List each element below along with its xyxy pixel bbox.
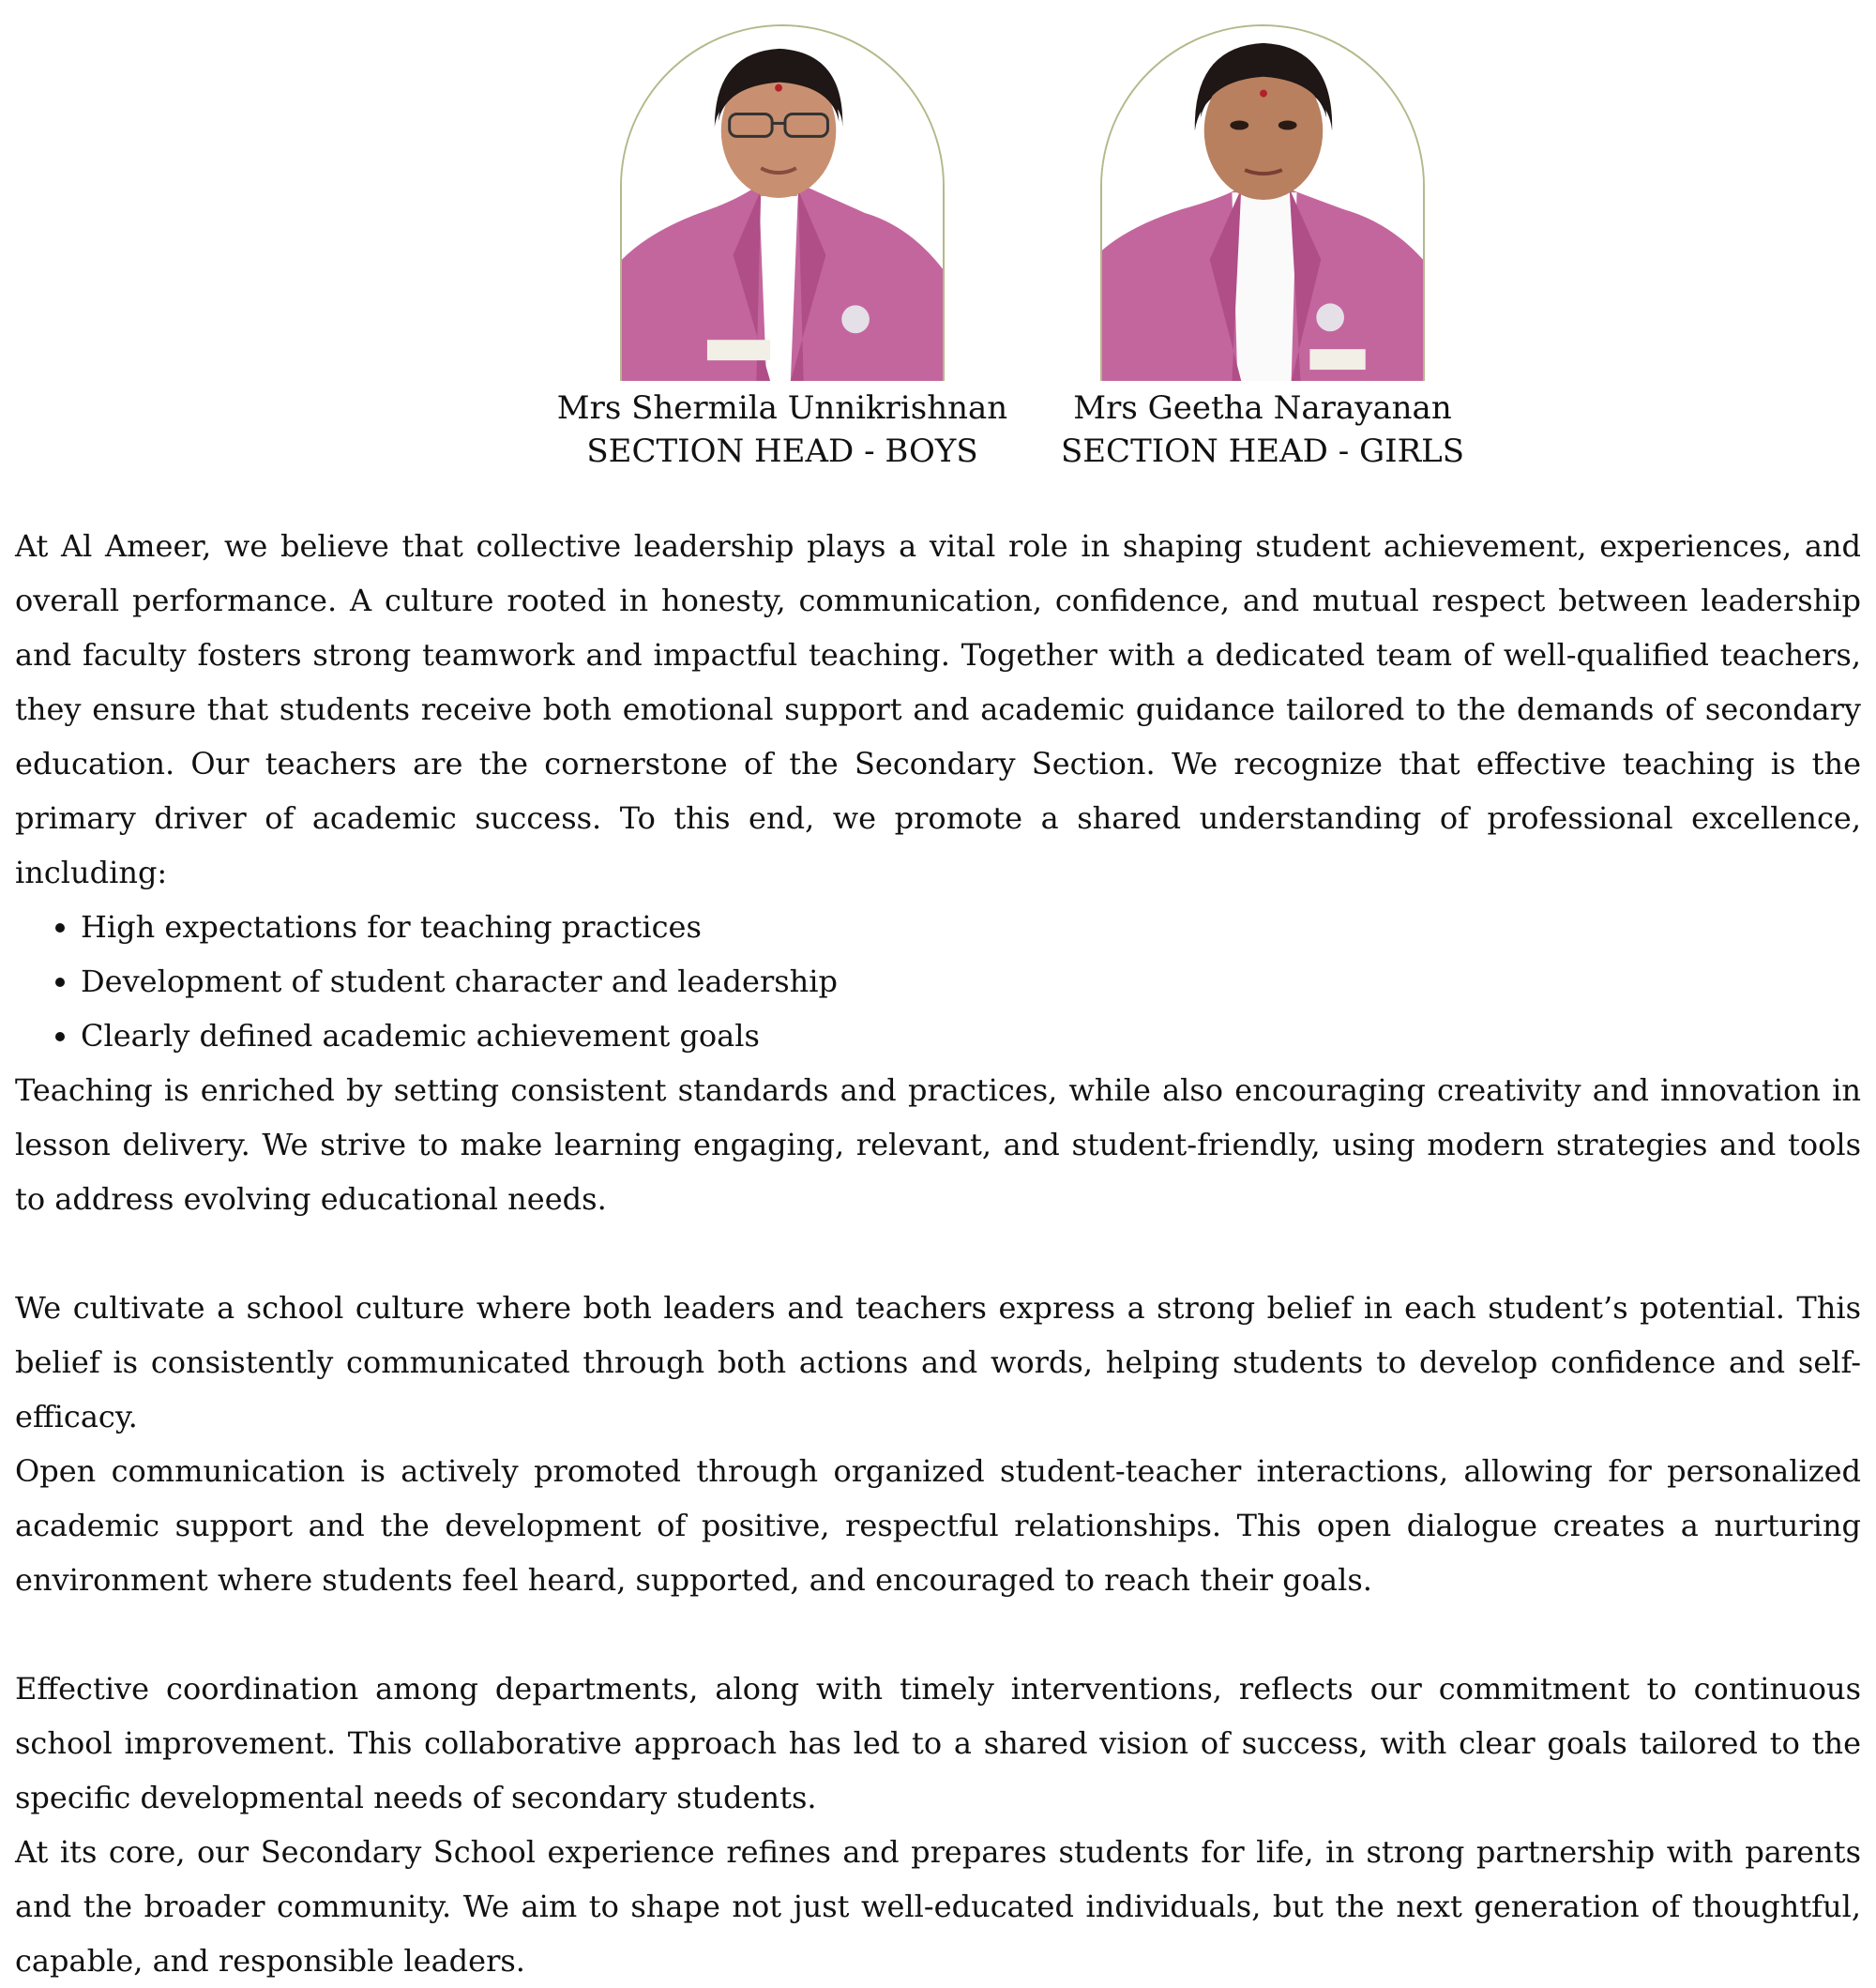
paragraph-spacer	[15, 1607, 1861, 1662]
list-item: • Development of student character and leadership	[81, 954, 1861, 1009]
profile-name: Mrs Shermila Unnikrishnan	[556, 389, 1008, 427]
woman-portrait-photo-icon	[1102, 26, 1423, 381]
coordination-paragraph: Effective coordination among departments, along with timely interventions, reflects our commitment to continuous school improvement. This collaborative approach has led to a shared vision of success, with clear goals tailored to the specific developmental needs of secondary students.	[15, 1671, 1861, 1815]
section-head-profiles	[0, 0, 1876, 488]
profile-card-girls	[1060, 24, 1465, 470]
culture-paragraph: We cultivate a school culture where both leaders and teachers express a strong belief in each student’s potential. This belief is consistently communicated through both actions and words, helping students to develop confidence and self-efficacy.	[15, 1290, 1861, 1434]
intro-paragraph: At Al Ameer, we believe that collective leadership plays a vital role in shaping student achievement, experiences, and overall performance. A culture rooted in honesty, communication, confidence, and mutual respect between leadership and faculty fosters strong teamwork and impactful teaching. Together with a dedicated team of well-qualified teachers, they ensure that students receive both emotional support and academic guidance tailored to the demands of secondary education. Our teachers are the cornerstone of the Secondary Section. We recognize that effective teaching is the primary driver of academic success. To this end, we promote a shared understanding of professional excellence, including:	[15, 528, 1861, 890]
profile-card-boys	[556, 24, 1008, 470]
paragraph-spacer	[15, 1226, 1861, 1281]
profile-name: Mrs Geetha Narayanan	[1073, 389, 1452, 427]
woman-portrait-photo-icon	[622, 26, 943, 381]
profile-photo-shermila	[620, 24, 945, 381]
communication-paragraph: Open communication is actively promoted through organized student-teacher interactions, allowing for personalized academic support and the development of positive, respectful relationships. This open dialogue creates a nurturing environment where students feel heard, supported, and encouraged to reach their goals.	[15, 1453, 1861, 1598]
list-item: • Clearly defined academic achievement goals	[81, 1009, 1861, 1063]
list-item: • High expectations for teaching practices	[81, 900, 1861, 954]
core-paragraph: At its core, our Secondary School experience refines and prepares students for life, in strong partnership with parents and the broader community. We aim to shape not just well-educated individuals, but the next generation of thoughtful, capable, and responsible leaders.	[15, 1834, 1861, 1979]
secondary-section-text	[15, 519, 1861, 1988]
excellence-list	[15, 900, 1861, 1063]
profile-role: SECTION HEAD - BOYS	[586, 433, 978, 470]
profile-photo-geetha	[1100, 24, 1425, 381]
profile-role: SECTION HEAD - GIRLS	[1060, 433, 1465, 470]
teaching-paragraph: Teaching is enriched by setting consistent standards and practices, while also encouraging creativity and innovation in lesson delivery. We strive to make learning engaging, relevant, and student-friendly, using modern strategies and tools to address evolving educational needs.	[15, 1072, 1861, 1217]
